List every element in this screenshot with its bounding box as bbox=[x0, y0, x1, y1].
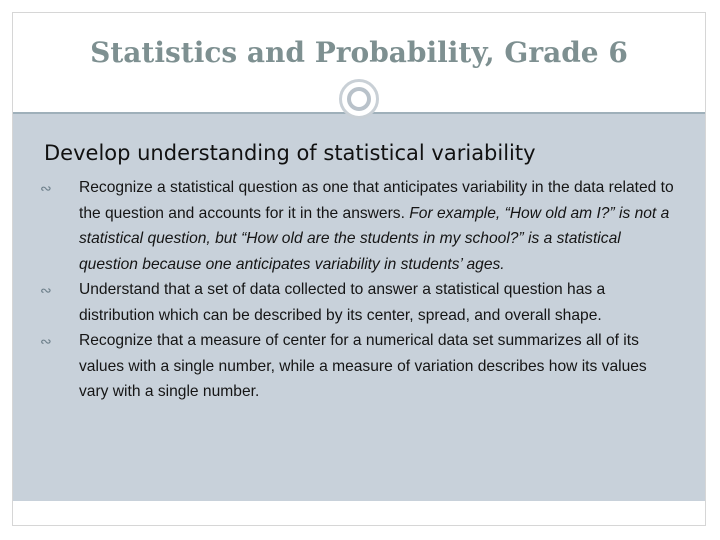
slide-title: Statistics and Probability, Grade 6 bbox=[90, 36, 628, 69]
section-heading: Develop understanding of statistical variability bbox=[44, 141, 536, 165]
list-item bbox=[40, 328, 680, 405]
bullet-text: Recognize a statistical question as one that anticipates variability in the data related to the question and accounts for it in the answers. bbox=[79, 179, 674, 222]
bullet-example-text: For example, “How old am I?” is not a statistical question, but “How old are the students in my school?” is a statistical question because one anticipates variability in students’ ages. bbox=[79, 204, 670, 273]
list-item bbox=[40, 175, 680, 277]
ring-ornament-icon bbox=[339, 79, 379, 119]
bullet-text: Understand that a set of data collected to answer a statistical question has a distribution which can be described by its center, spread, and overall shape. bbox=[79, 281, 606, 324]
tilde-swash-icon: ∾ bbox=[40, 282, 52, 298]
bullet-text: Recognize that a measure of center for a numerical data set summarizes all of its values with a single number, while a measure of variation describes how its values vary with a single number. bbox=[79, 332, 647, 400]
list-item bbox=[40, 277, 680, 328]
tilde-swash-icon: ∾ bbox=[40, 333, 52, 349]
ring-inner-icon bbox=[347, 87, 371, 111]
tilde-swash-icon: ∾ bbox=[40, 180, 52, 196]
bullet-list bbox=[40, 175, 680, 405]
